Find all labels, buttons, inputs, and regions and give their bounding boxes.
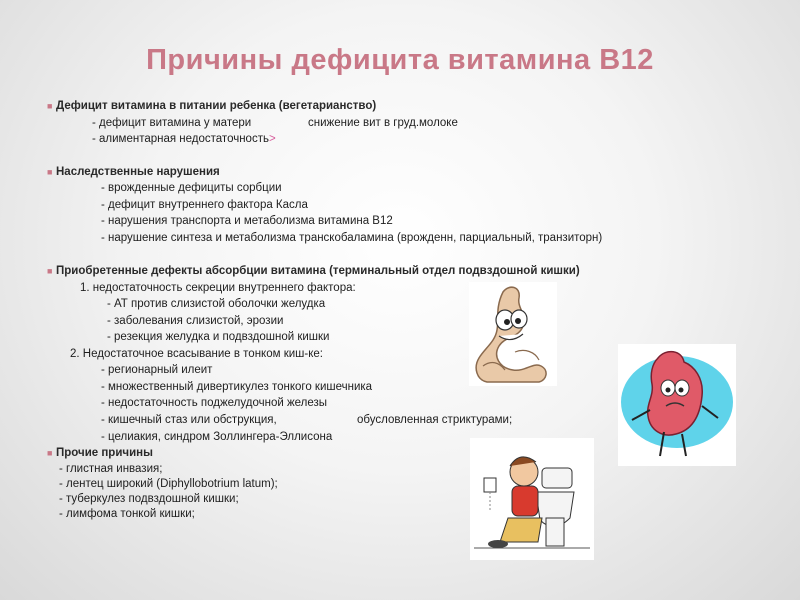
- bullet: ■: [47, 101, 53, 111]
- bullet: ■: [47, 167, 53, 177]
- list-item: - лентец широкий (Diphyllobotrium latum);: [59, 478, 278, 490]
- slide-title: Причины дефицита витамина В12: [146, 44, 654, 76]
- list-item: - алиментарная недостаточность>: [92, 133, 276, 145]
- bullet: ■: [47, 448, 53, 458]
- intestine-cartoon-image: [469, 282, 557, 386]
- list-item: - лимфома тонкой кишки;: [59, 508, 195, 520]
- sub-heading: 1. недостаточность секреции внутреннего фактора:: [80, 282, 356, 294]
- list-item: - недостаточность поджелудочной железы: [101, 397, 328, 409]
- list-item: - резекция желудка и подвздошной кишки: [107, 331, 330, 343]
- list-item: обусловленная стриктурами;: [357, 414, 513, 426]
- list-item: - АТ против слизистой оболочки желудка: [107, 298, 326, 310]
- list-item: - дефицит внутреннего фактора Касла: [101, 199, 308, 211]
- arrow-icon: >: [268, 133, 276, 145]
- section-heading-hereditary: Наследственные нарушения: [56, 166, 220, 178]
- section-heading-other: Прочие причины: [56, 447, 153, 459]
- toilet-cartoon-image: [470, 438, 594, 560]
- sub-heading: 2. Недостаточное всасывание в тонком киш-ке:: [70, 348, 323, 360]
- list-item: - кишечный стаз или обструкция,: [101, 414, 277, 426]
- list-item: - целиакия, синдром Золлингера-Эллисона: [101, 431, 333, 443]
- bullet: ■: [47, 266, 53, 276]
- section-heading-diet: Дефицит витамина в питании ребенка (вегетарианство): [56, 100, 377, 112]
- list-item: - глистная инвазия;: [59, 463, 163, 475]
- list-item: - нарушения транспорта и метаболизма витамина В12: [101, 215, 393, 227]
- list-item: - туберкулез подвздошной кишки;: [59, 493, 239, 505]
- list-item: - множественный дивертикулез тонкого кишечника: [101, 381, 373, 393]
- stomach-cartoon-image: [618, 344, 736, 466]
- list-item: - дефицит витамина у матери: [92, 117, 252, 129]
- list-item: - заболевания слизистой, эрозии: [107, 315, 284, 327]
- list-item: - нарушение синтеза и метаболизма транскобаламина (врожденн, парциальный, транзиторн): [101, 232, 603, 244]
- list-item: - врожденные дефициты сорбции: [101, 182, 282, 194]
- list-item: снижение вит в груд.молоке: [308, 117, 458, 129]
- list-item: - регионарный илеит: [101, 364, 213, 376]
- section-heading-acquired: Приобретенные дефекты абсорбции витамина (терминальный отдел подвздошной кишки): [56, 265, 580, 277]
